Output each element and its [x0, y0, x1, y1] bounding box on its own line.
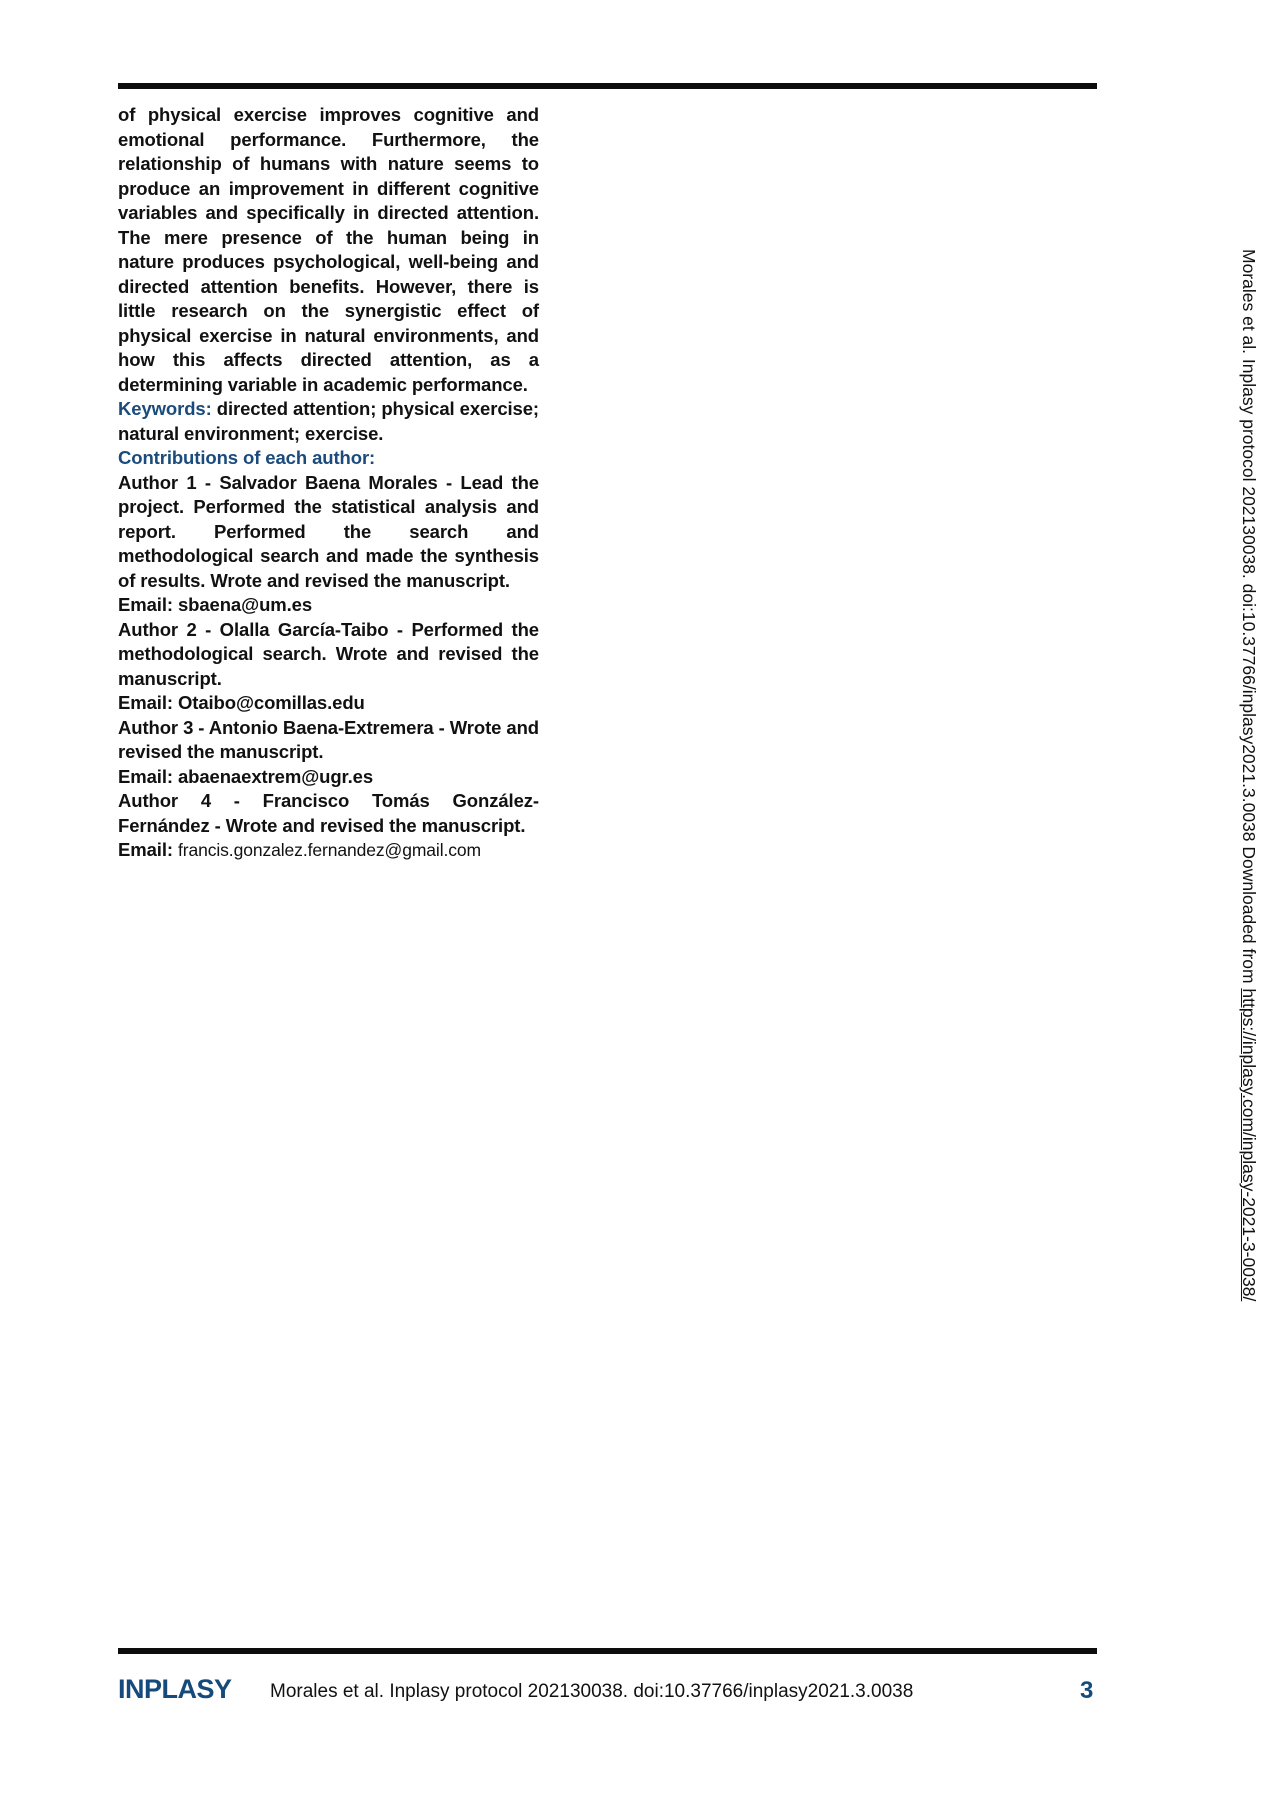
contributions-heading: Contributions of each author:: [118, 447, 376, 468]
author-4-contribution: Author 4 - Francisco Tomás González-Fernández - Wrote and revised the manuscript.: [118, 790, 539, 836]
top-divider: [118, 83, 1097, 89]
page-number: 3: [1080, 1677, 1094, 1704]
rotated-side-citation: [1239, 249, 1259, 1301]
email-label: Email:: [118, 594, 178, 615]
inplasy-logo: INPLASY: [118, 1674, 232, 1704]
bottom-divider: [118, 1648, 1097, 1654]
keywords-paragraph: [118, 397, 539, 446]
author-1-email-line: [118, 593, 539, 618]
author-2-email: Otaibo@comillas.edu: [177, 692, 365, 713]
author-3-email: abaenaextrem@ugr.es: [177, 765, 374, 787]
side-citation-text: Morales et al. Inplasy protocol 202130038. doi:10.37766/inplasy2021.3.0038 Downloaded from: [1239, 249, 1259, 989]
author-2-email-line: [118, 691, 539, 716]
author-4-email: francis.gonzalez.fernandez@gmail.com: [177, 840, 482, 860]
keywords-text: directed attention; physical exercise; natural environment; exercise.: [118, 398, 539, 444]
introduction-continued-paragraph: of physical exercise improves cognitive and emotional performance. Furthermore, the relationship of humans with nature seems to produce an improvement in different cognitive variables and specifically in directed attention. The mere presence of the human being in nature produces psychological, well-being and directed attention benefits. However, there is little research on the synergistic effect of physical exercise in natural environments, and how this affects directed attention, as a determining variable in academic performance.: [118, 104, 539, 395]
author-1-contribution: Author 1 - Salvador Baena Morales - Lead the project. Performed the statistical analysis and report. Performed the search and methodological search and made the synthesis of results. Wrote and revised the manuscript.: [118, 471, 539, 591]
main-text-column: [118, 103, 539, 863]
email-label: Email:: [118, 839, 178, 860]
email-label: Email:: [118, 765, 178, 787]
footer-citation: Morales et al. Inplasy protocol 202130038. doi:10.37766/inplasy2021.3.0038: [270, 1681, 914, 1702]
keywords-label: Keywords:: [118, 398, 212, 419]
author-2-contribution: Author 2 - Olalla García-Taibo - Performed the methodological search. Wrote and revised the manuscript.: [118, 618, 539, 689]
side-citation-url-link[interactable]: https://inplasy.com/inplasy-2021-3-0038/: [1239, 988, 1259, 1302]
author-1-email: sbaena@um.es: [177, 594, 313, 615]
author-3-email-line: [118, 765, 539, 790]
email-label: Email:: [118, 692, 178, 713]
author-4-email-line: [118, 838, 539, 863]
author-3-contribution: Author 3 - Antonio Baena-Extremera - Wrote and revised the manuscript.: [118, 716, 539, 762]
